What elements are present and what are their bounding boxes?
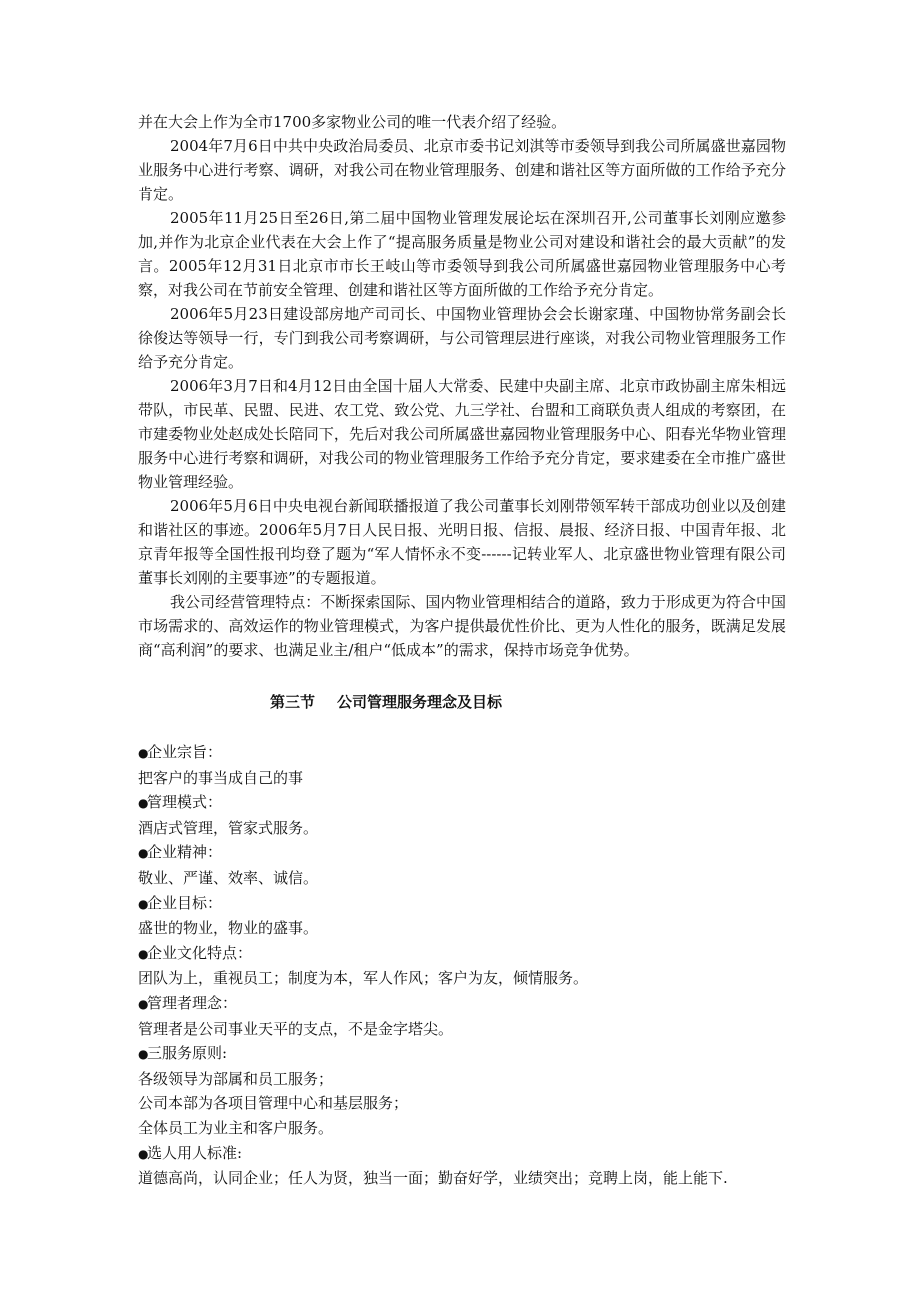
list-item-label: ●三服务原则: [138, 1041, 786, 1067]
document-page [138, 110, 786, 1191]
list-item-text: 盛世的物业，物业的盛事。 [138, 919, 319, 938]
list-item-label: ●企业目标： [138, 891, 786, 917]
list-item-text: 公司本部为各项目管理中心和基层服务； [138, 1094, 409, 1113]
list-item-text: 酒店式管理，管家式服务。 [138, 818, 319, 837]
bullet-icon: ● [138, 1146, 149, 1161]
bullet-icon: ● [138, 946, 149, 961]
list-item-text: 敬业、严谨、效率、诚信。 [138, 868, 319, 887]
section-heading [138, 690, 786, 714]
bullet-icon: ● [138, 796, 149, 811]
list-item-label: ●管理模式： [138, 790, 786, 816]
paragraph: 2006年3月7日和4月12日由全国十届人大常委、民建中央副主席、北京市政协副主席朱相远带队，市民革、民盟、民进、农工党、致公党、九三学社、台盟和工商联负责人组成的考察团，在市建委物业处赵成处长陪同下，先后对我公司所属盛世嘉园物业管理服务中心、阳春光华物业管理服务中心进行考察和调研，对我公司的物业管理服务工作给予充分肯定，要求建委在全市推广盛世物业管理经验。 [138, 377, 786, 491]
bullet-icon: ● [138, 896, 149, 911]
list-item-text: 团队为上，重视员工；制度为本，军人作风；客户为友，倾情服务。 [138, 969, 589, 988]
list-item-text: 各级领导为部属和员工服务； [138, 1069, 334, 1088]
list-item-label: ●企业文化特点： [138, 941, 786, 967]
section-title: 公司管理服务理念及目标 [337, 693, 503, 711]
paragraph: 并在大会上作为全市1700多家物业公司的唯一代表介绍了经验。 [138, 113, 567, 131]
principles-list [138, 740, 786, 1191]
paragraph: 2004年7月6日中共中央政治局委员、北京市委书记刘淇等市委领导到我公司所属盛世嘉园物业服务中心进行考察、调研，对我公司在物业管理服务、创建和谐社区等方面所做的工作给予充分肯定。 [138, 137, 786, 203]
list-item-text: 把客户的事当成自己的事 [138, 768, 304, 787]
bullet-icon: ● [138, 996, 149, 1011]
list-item-label: ●管理者理念： [138, 991, 786, 1017]
paragraph: 2006年5月23日建设部房地产司司长、中国物业管理协会会长谢家瑾、中国物协常务副会长徐俊达等领导一行，专门到我公司考察调研，与公司管理层进行座谈，对我公司物业管理服务工作给予充分肯定。 [138, 305, 786, 371]
list-item-label: ●企业精神： [138, 840, 786, 866]
list-item-label: ●选人用人标准: [138, 1141, 786, 1167]
list-item-text: 管理者是公司事业天平的支点，不是金字塔尖。 [138, 1019, 454, 1038]
list-item-label: ●企业宗旨： [138, 740, 786, 766]
bullet-icon: ● [138, 846, 149, 861]
bullet-icon: ● [138, 1047, 149, 1062]
list-item-text: 全体员工为业主和客户服务。 [138, 1118, 334, 1137]
paragraph: 我公司经营管理特点：不断探索国际、国内物业管理相结合的道路，致力于形成更为符合中国市场需求的、高效运作的物业管理模式，为客户提供最优性价比、更为人性化的服务，既满足发展商“高利润”的要求、也满足业主/租户“低成本”的需求，保持市场竞争优势。 [138, 593, 786, 659]
paragraph: 2006年5月6日中央电视台新闻联播报道了我公司董事长刘刚带领军转干部成功创业以及创建和谐社区的事迹。2006年5月7日人民日报、光明日报、信报、晨报、经济日报、中国青年报、北京青年报等全国性报刊均登了题为“军人情怀永不变------记转业军人、北京盛世物业管理有限公司董事长刘刚的主要事迹”的专题报道。 [138, 497, 786, 587]
list-item-text: 道德高尚，认同企业；任人为贤，独当一面；勤奋好学，业绩突出；竞聘上岗，能上能下. [138, 1169, 728, 1188]
bullet-icon: ● [138, 746, 149, 760]
section-number: 第三节 [270, 693, 316, 711]
paragraph: 2005年11月25日至26日,第二届中国物业管理发展论坛在深圳召开,公司董事长刘刚应邀参加,并作为北京企业代表在大会上作了“提高服务质量是物业公司对建设和谐社会的最大贡献”的发言。2005年12月31日北京市市长王岐山等市委领导到我公司所属盛世嘉园物业管理服务中心考察，对我公司在节前安全管理、创建和谐社区等方面所做的工作给予充分肯定。 [138, 209, 786, 299]
